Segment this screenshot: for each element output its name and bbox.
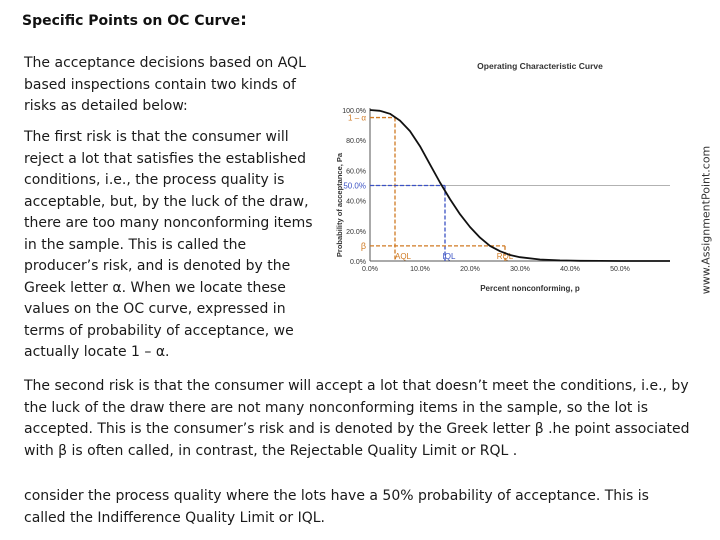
rql-y-label: β: [360, 240, 366, 251]
chart-background: [330, 52, 678, 302]
x-axis-label: Percent nonconforming, p: [480, 284, 580, 293]
aql-x-label: AQL: [394, 252, 412, 261]
y-tick-label: 0.0%: [350, 259, 366, 266]
paragraph-iql: consider the process quality where the lots have a 50% probability of acceptance. This is called the Indifference Quality Limit or IQL.: [24, 488, 649, 526]
paragraph-producer-risk: The first risk is that the consumer will reject a lot that satisfies the established conditions, i.e., the process quality is acceptable, but, by the luck of the draw, there are too many nonconforming items in the sample. This is called the producer’s risk, and is denoted by the Greek letter α. When we locate these values on the OC curve, expressed in terms of probability of acceptance, we actually locate 1 – α.: [24, 129, 313, 360]
y-tick-label: 60.0%: [346, 168, 366, 176]
y-tick-label: 80.0%: [346, 138, 366, 146]
iql-x-label: IQL: [442, 252, 456, 261]
y-axis-label: Probability of acceptance, Pa: [335, 152, 344, 258]
oc-chart: [330, 52, 678, 302]
x-tick-label: 20.0%: [460, 266, 480, 273]
chart-title: Operating Characteristic Curve: [477, 61, 603, 71]
paragraph-intro: The acceptance decisions based on AQL based inspections contain two kinds of risks as detailed below:: [24, 55, 306, 114]
slide-title: [22, 10, 247, 30]
slide-title-colon: :: [240, 10, 247, 30]
x-tick-label: 40.0%: [560, 266, 580, 273]
y-tick-label: 100.0%: [342, 108, 366, 115]
y-tick-label: 20.0%: [346, 228, 366, 236]
x-tick-label: 10.0%: [410, 266, 430, 273]
aql-y-label: 1 – α: [348, 113, 366, 123]
watermark: www.AssignmentPoint.com: [699, 145, 713, 295]
rql-x-label: RQL: [496, 252, 514, 261]
iql-y-label: 50.0%: [343, 181, 366, 191]
x-tick-label: 0.0%: [362, 266, 378, 273]
x-tick-label: 50.0%: [610, 266, 630, 273]
y-tick-label: 40.0%: [346, 198, 366, 206]
slide-title-text: Specific Points on OC Curve: [22, 13, 241, 29]
paragraph-consumer-risk: The second risk is that the consumer will accept a lot that doesn’t meet the conditions, i.e., by the luck of the draw there are not many nonconforming items in the sample, so the lot is accepted. This is the consumer’s risk and is denoted by the Greek letter β .he point associated with β is often called, in contrast, the Rejectable Quality Limit or RQL .: [24, 378, 690, 459]
x-tick-label: 30.0%: [510, 266, 530, 273]
